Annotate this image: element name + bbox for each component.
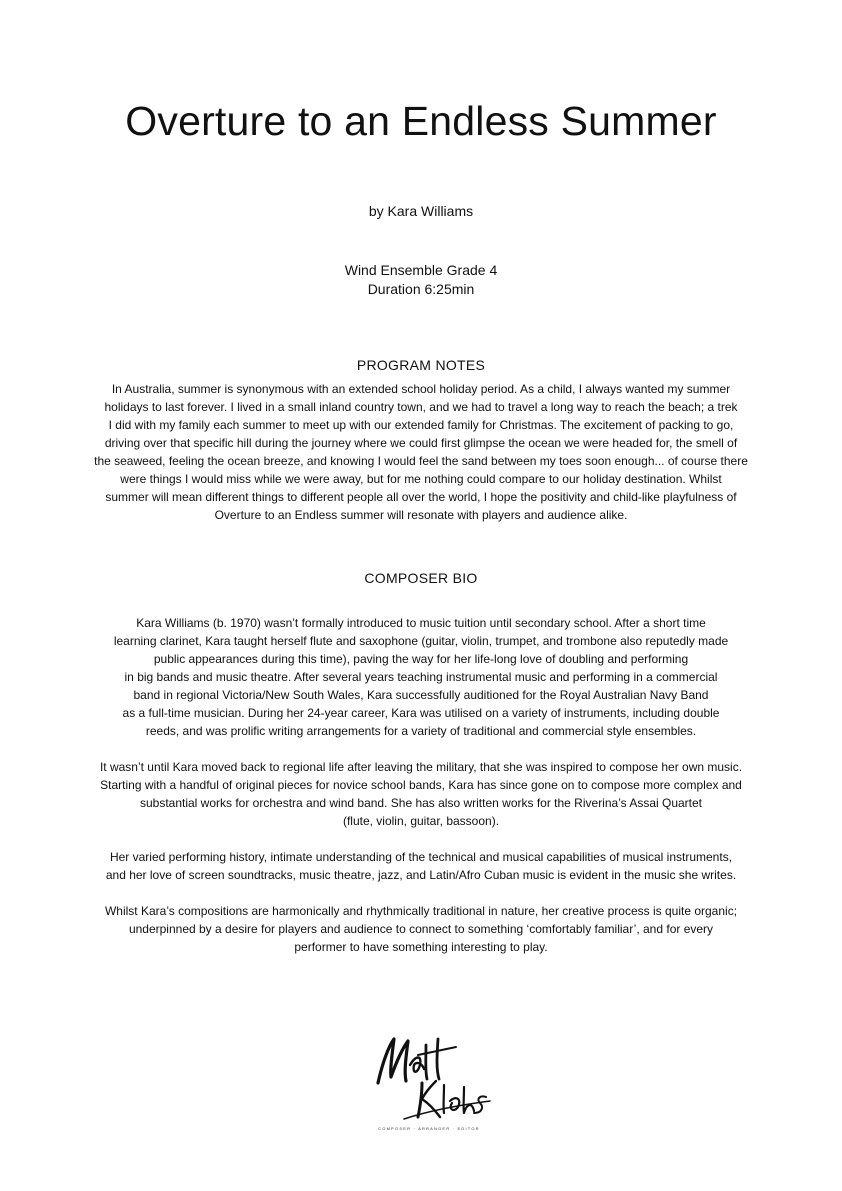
composer-byline: by Kara Williams — [368, 203, 474, 219]
bio-line: in big bands and music theatre. After several years teaching instrumental music and performing in a commercial — [124, 670, 718, 684]
piece-meta — [0, 261, 842, 299]
bio-line: band in regional Victoria/New South Wales, Kara successfully auditioned for the Royal Australian Navy Band — [133, 688, 709, 702]
composer-bio-heading: COMPOSER BIO — [364, 570, 478, 586]
bio-paragraph — [52, 614, 790, 740]
program-notes-line: In Australia, summer is synonymous with an extended school holiday period. As a child, I always wanted my summer — [111, 382, 731, 396]
bio-line: public appearances during this time), paving the way for her life-long love of doubling and performing — [153, 652, 689, 666]
signature-logo-icon — [364, 1025, 494, 1140]
program-notes-line: I did with my family each summer to meet up with our extended family for Christmas. The excitement of packing to go, — [108, 418, 734, 432]
bio-line: Whilst Kara’s compositions are harmonically and rhythmically traditional in nature, her creative process is quite organic; — [104, 904, 738, 918]
bio-line: substantial works for orchestra and wind band. She has also written works for the Riverina’s Assai Quartet — [139, 796, 703, 810]
bio-paragraph — [52, 848, 790, 884]
ensemble-grade: Wind Ensemble Grade 4 — [344, 262, 498, 278]
bio-line: as a full-time musician. During her 24-year career, Kara was utilised on a variety of instruments, including double — [122, 706, 720, 720]
bio-line: underpinned by a desire for players and audience to connect to something ‘comfortably familiar’, and for every — [128, 922, 714, 936]
program-notes-heading: PROGRAM NOTES — [356, 357, 486, 373]
bio-line: (flute, violin, guitar, bassoon). — [342, 814, 500, 828]
bio-line: It wasn’t until Kara moved back to regional life after leaving the military, that she was inspired to compose her own music. — [99, 760, 743, 774]
program-notes-line: summer will mean different things to different people all over the world, I hope the positivity and child-like playfulness of — [105, 490, 737, 504]
duration: Duration 6:25min — [367, 281, 475, 297]
bio-line: learning clarinet, Kara taught herself flute and saxophone (guitar, violin, trumpet, and trombone also reputedly made — [113, 634, 729, 648]
program-notes-line: Overture to an Endless summer will resonate with players and audience alike. — [214, 508, 628, 522]
logo-tagline: COMPOSER · ARRANGER · EDITOR — [378, 1126, 480, 1131]
bio-paragraph — [52, 758, 790, 830]
bio-line: Her varied performing history, intimate understanding of the technical and musical capabilities of musical instruments, — [109, 850, 733, 864]
bio-line: and her love of screen soundtracks, music theatre, jazz, and Latin/Afro Cuban music is evident in the music she writes. — [105, 868, 737, 882]
program-notes-line: were things I would miss while we were away, but for me nothing could compare to our holiday destination. Whilst — [120, 472, 722, 486]
bio-paragraph — [52, 902, 790, 956]
bio-line: Starting with a handful of original pieces for novice school bands, Kara has since gone on to compose more complex and — [100, 778, 742, 792]
program-notes-line: driving over that specific hill during the journey where we could first glimpse the ocean we were headed for, the smell of — [104, 436, 738, 450]
program-notes-line: holidays to last forever. I lived in a small inland country town, and we had to travel a long way to reach the beach; a trek — [104, 400, 738, 414]
bio-line: Kara Williams (b. 1970) wasn’t formally introduced to music tuition until secondary school. After a short time — [136, 616, 706, 630]
bio-line: performer to have something interesting to play. — [294, 940, 548, 954]
composer-bio-body — [52, 614, 790, 974]
program-notes-body — [52, 380, 790, 524]
bio-line: reeds, and was prolific writing arrangements for a variety of traditional and commercial style ensembles. — [145, 724, 697, 738]
program-notes-line: the seaweed, feeling the ocean breeze, and knowing I would feel the sand between my toes soon enough... of course there — [94, 454, 748, 468]
page-title: Overture to an Endless Summer — [125, 98, 717, 144]
